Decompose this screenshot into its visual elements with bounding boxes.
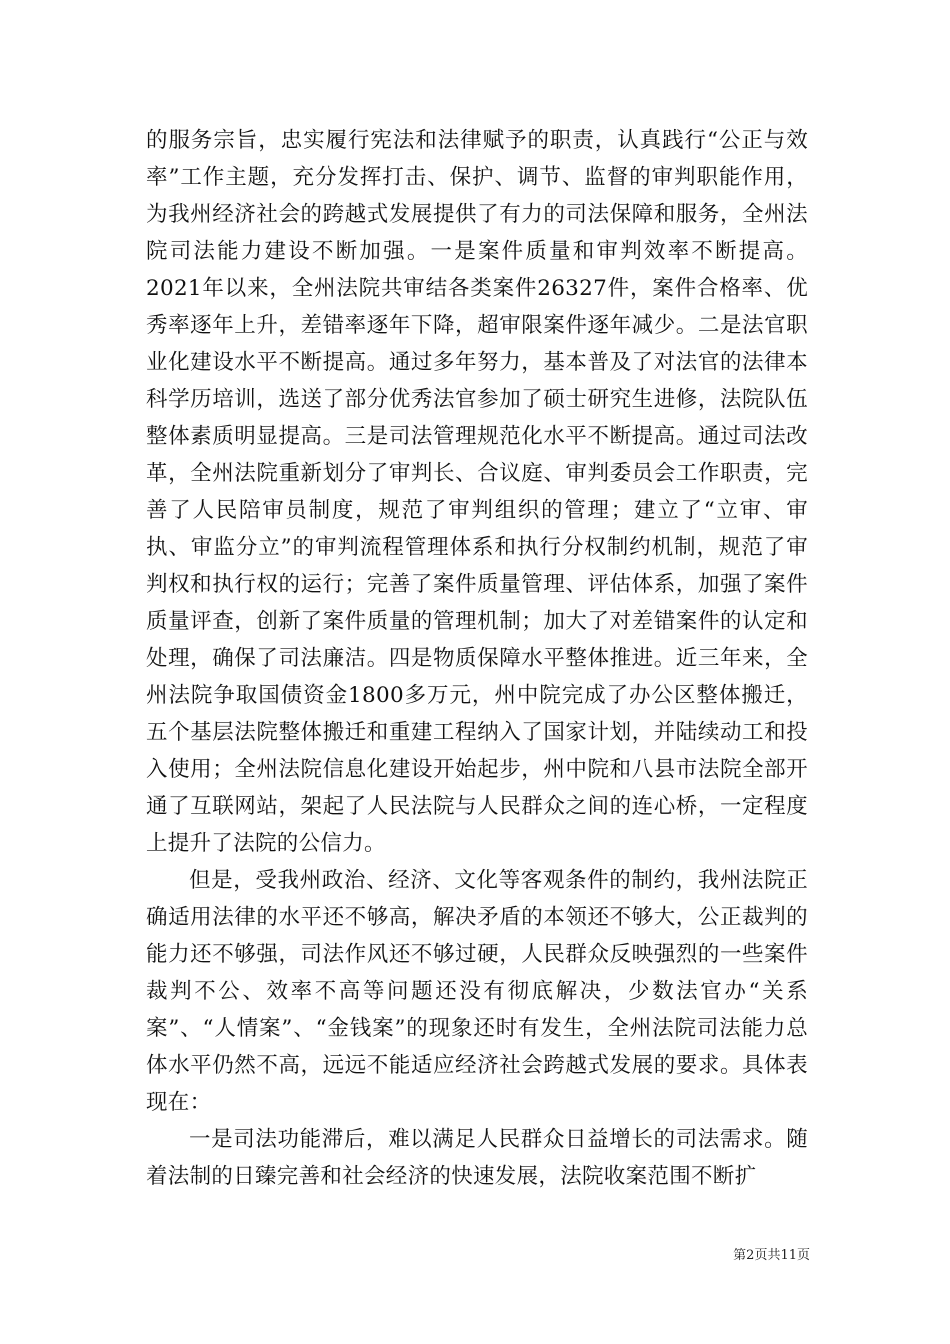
paragraph-3: 一是司法功能滞后，难以满足人民群众日益增长的司法需求。随着法制的日臻完善和社会经济的快速发展，法院收案范围不断扩 <box>146 1127 808 1189</box>
page-number-footer: 第2页共11页 <box>733 1248 810 1263</box>
paragraph-1: 的服务宗旨，忠实履行宪法和法律赋予的职责，认真践行“公正与效率”工作主题，充分发挥打击、保护、调节、监督的审判职能作用，为我州经济社会的跨越式发展提供了有力的司法保障和服务，全州法院司法能力建设不断加强。一是案件质量和审判效率不断提高。2021年以来，全州法院共审结各类案件26327件，案件合格率、优秀率逐年上升，差错率逐年下降，超审限案件逐年减少。二是法官职业化建设水平不断提高。通过多年努力，基本普及了对法官的法律本科学历培训，选送了部分优秀法官参加了硕士研究生进修，法院队伍整体素质明显提高。三是司法管理规范化水平不断提高。通过司法改革，全州法院重新划分了审判长、合议庭、审判委员会工作职责，完善了人民陪审员制度，规范了审判组织的管理；建立了“立审、审执、审监分立”的审判流程管理体系和执行分权制约机制，规范了审判权和执行权的运行；完善了案件质量管理、评估体系，加强了案件质量评查，创新了案件质量的管理机制；加大了对差错案件的认定和处理，确保了司法廉洁。四是物质保障水平整体推进。近三年来，全州法院争取国债资金1800多万元，州中院完成了办公区整体搬迁，五个基层法院整体搬迁和重建工程纳入了国家计划，并陆续动工和投入使用；全州法院信息化建设开始起步，州中院和八县市法院全部开通了互联网站，架起了人民法院与人民群众之间的连心桥，一定程度上提升了法院的公信力。 <box>146 128 808 856</box>
paragraph-2: 但是，受我州政治、经济、文化等客观条件的制约，我州法院正确适用法律的水平还不够高，解决矛盾的本领还不够大，公正裁判的能力还不够强，司法作风还不够过硬，人民群众反映强烈的一些案件裁判不公、效率不高等问题还没有彻底解决，少数法官办“关系案”、“人情案”、“金钱案”的现象还时有发生，全州法院司法能力总体水平仍然不高，远远不能适应经济社会跨越式发展的要求。具体表现在： <box>146 868 808 1115</box>
document-body <box>146 122 808 1195</box>
